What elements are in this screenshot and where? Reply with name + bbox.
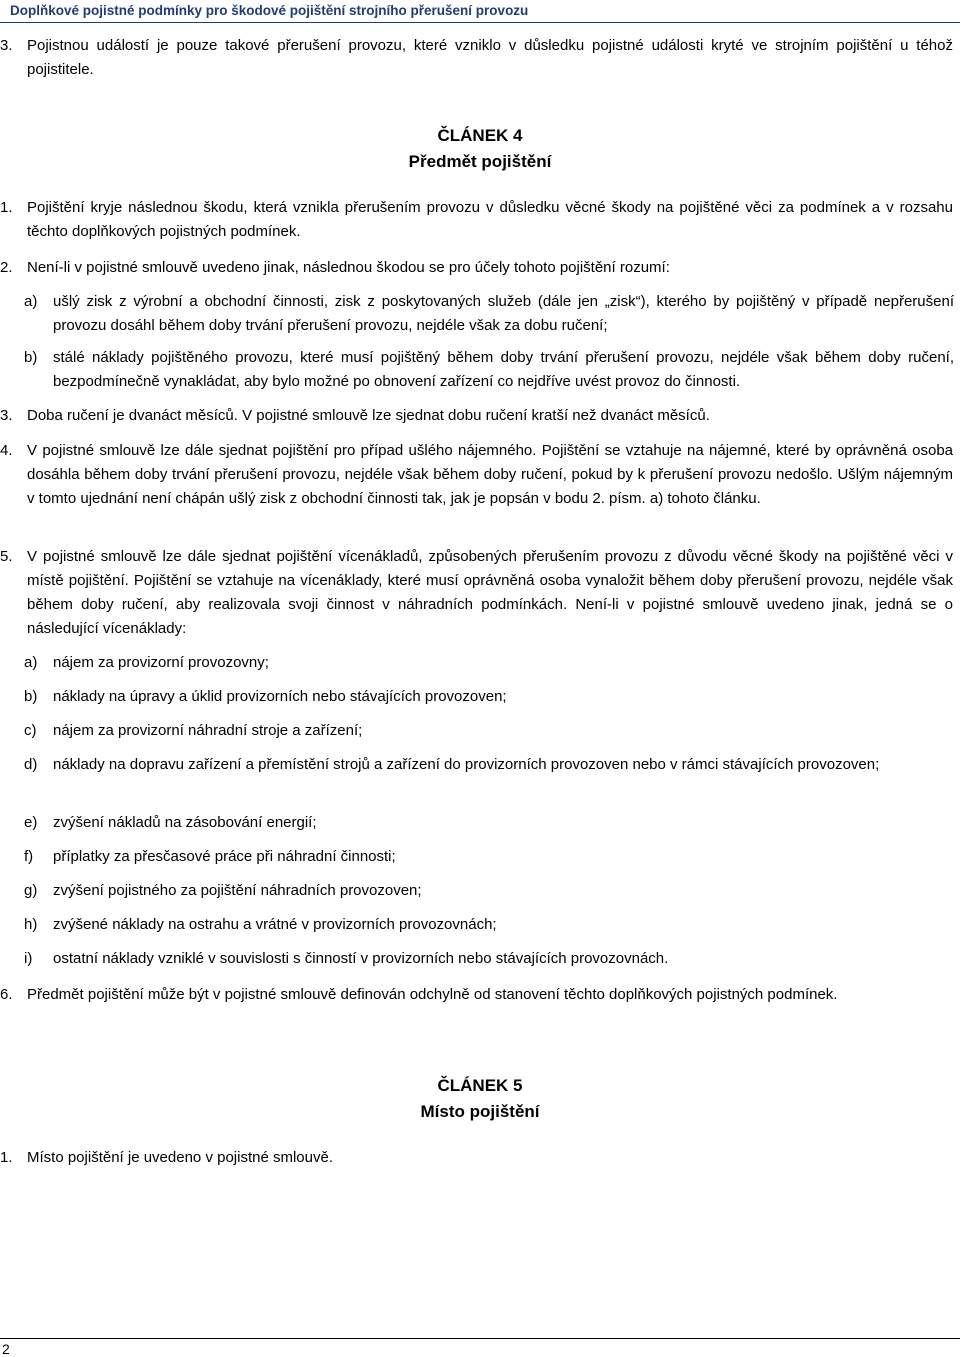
paragraph-text: V pojistné smlouvě lze dále sjednat pojištění vícenákladů, způsobených přerušením provozu z důvodu věcné škody na pojištěné věci v místě pojištění. Pojištění se vztahuje na vícenáklady, které musí oprávněná osoba vynaložit během doby přerušení provozu, nejdéle však během doby ručení, aby realizovala svoji činnost v náhradních podmínkách. Není-li v pojistné smlouvě uvedeno jinak, jedná se o následující vícenáklady: [27, 548, 953, 637]
article-4-paragraph-5-item-f [24, 845, 954, 869]
item-text: zvýšení nákladů na zásobování energií; [53, 814, 317, 831]
item-label: h) [24, 916, 38, 933]
paragraph-number: 2. [0, 259, 13, 276]
item-label: c) [24, 722, 37, 739]
paragraph-text: Předmět pojištění může být v pojistné smlouvě definován odchylně od stanovení těchto doplňkových pojistných podmínek. [27, 986, 838, 1003]
article-4-paragraph-5-item-b [24, 685, 954, 709]
item-label: g) [24, 882, 38, 899]
article-4-subheading: Předmět pojištění [408, 152, 552, 171]
item-text: náklady na dopravu zařízení a přemístění strojů a zařízení do provizorních provozoven nebo v rámci stávajících provozoven; [53, 756, 880, 773]
item-label: a) [24, 654, 38, 671]
article-4-paragraph-5-item-c [24, 719, 954, 743]
article-5-paragraph-1 [0, 1146, 953, 1170]
item-text: zvýšené náklady na ostrahu a vrátné v provizorních provozovnách; [53, 916, 497, 933]
paragraph-text: Místo pojištění je uvedeno v pojistné smlouvě. [27, 1149, 333, 1166]
paragraph-text: Doba ručení je dvanáct měsíců. V pojistné smlouvě lze sjednat dobu ručení kratší než dvanáct měsíců. [27, 407, 710, 424]
paragraph-number: 6. [0, 986, 13, 1003]
paragraph-text: V pojistné smlouvě lze dále sjednat pojištění pro případ ušlého nájemného. Pojištění se vztahuje na nájemné, které by oprávněná osoba dosáhla během doby trvání přerušení provozu, nejdéle však během doby ručení, pokud by k přerušení provozu nedošlo. Ušlým nájemným v tomto ujednání není chápán ušlý zisk z obchodní činnosti tak, jak je popsán v bodu 2. písm. a) tohoto článku. [27, 442, 953, 507]
item-text: nájem za provizorní náhradní stroje a zařízení; [53, 722, 363, 739]
document-title: Doplňkové pojistné podmínky pro škodové pojištění strojního přerušení provozu [10, 3, 529, 18]
item-text: nájem za provizorní provozovny; [53, 654, 269, 671]
paragraph-number: 5. [0, 548, 13, 565]
item-label: i) [24, 950, 33, 967]
item-text: ostatní náklady vzniklé v souvislosti s činností v provizorních nebo stávajících provozovnách. [53, 950, 669, 967]
article-4-paragraph-2-item-b [24, 346, 954, 394]
article-4-paragraph-5-item-e [24, 811, 954, 835]
item-text: zvýšení pojistného za pojištění náhradních provozoven; [53, 882, 422, 899]
item-label: f) [24, 848, 34, 865]
article-4-paragraph-5-item-g [24, 879, 954, 903]
item-label: a) [24, 293, 38, 310]
item-text: ušlý zisk z výrobní a obchodní činnosti, zisk z poskytovaných služeb (dále jen „zisk“), kterého by pojištěný v případě nepřerušení provozu dosáhl během doby trvání přerušení provozu, nejdéle však za dobu ručení; [53, 293, 954, 334]
item-label: e) [24, 814, 38, 831]
article-4-paragraph-5 [0, 545, 953, 641]
item-label: d) [24, 756, 38, 773]
paragraph-number: 4. [0, 442, 13, 459]
article-4-paragraph-5-item-i [24, 947, 954, 971]
article-4-paragraph-5-item-a [24, 651, 954, 675]
article-4-paragraph-6 [0, 983, 953, 1007]
article-4-paragraph-4 [0, 439, 953, 511]
article-4-paragraph-1 [0, 196, 953, 244]
article-4-paragraph-5-item-d [24, 753, 954, 777]
paragraph-text: Pojistnou událostí je pouze takové přerušení provozu, které vzniklo v důsledku pojistné události kryté ve strojním pojištění u téhož pojistitele. [27, 37, 953, 78]
item-label: b) [24, 349, 38, 366]
article-4-paragraph-5-item-h [24, 913, 954, 937]
article-4-paragraph-3 [0, 404, 953, 428]
footer-divider [0, 1338, 960, 1339]
article-5-subheading: Místo pojištění [420, 1102, 540, 1121]
article-4-heading: ČLÁNEK 4 [437, 126, 523, 145]
item-text: příplatky za přesčasové práce při náhradní činnosti; [53, 848, 396, 865]
paragraph-number: 1. [0, 199, 13, 216]
paragraph-3-intro [0, 34, 953, 82]
item-label: b) [24, 688, 38, 705]
paragraph-number: 3. [0, 407, 13, 424]
paragraph-text: Pojištění kryje následnou škodu, která vznikla přerušením provozu v důsledku věcné škody na pojištěné věci za podmínek a v rozsahu těchto doplňkových pojistných podmínek. [27, 199, 953, 240]
article-5-heading: ČLÁNEK 5 [437, 1076, 523, 1095]
paragraph-number: 3. [0, 37, 13, 54]
item-text: stálé náklady pojištěného provozu, které musí pojištěný během doby trvání přerušení provozu, nejdéle však během doby ručení, bezpodmínečně vynakládat, aby bylo možné po obnovení zařízení co nejdříve uvést provoz do činnosti. [53, 349, 954, 390]
article-4-paragraph-2 [0, 256, 953, 280]
page-number: 2 [2, 1341, 10, 1357]
paragraph-number: 1. [0, 1149, 13, 1166]
paragraph-text: Není-li v pojistné smlouvě uvedeno jinak, následnou škodou se pro účely tohoto pojištění rozumí: [27, 259, 670, 276]
article-4-paragraph-2-item-a [24, 290, 954, 338]
item-text: náklady na úpravy a úklid provizorních nebo stávajících provozoven; [53, 688, 507, 705]
